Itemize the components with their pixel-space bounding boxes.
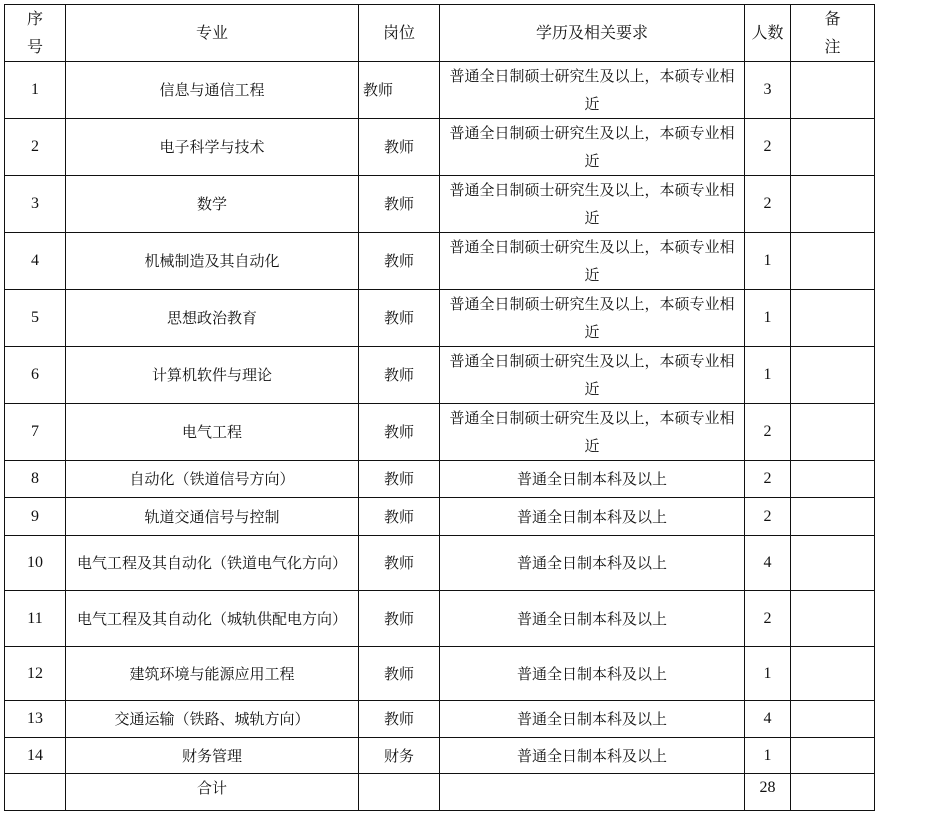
recruitment-table bbox=[4, 4, 875, 811]
row-no: 11 bbox=[5, 591, 66, 647]
row-post: 教师 bbox=[359, 701, 440, 738]
row-requirements: 普通全日制本科及以上 bbox=[440, 591, 745, 647]
table-row bbox=[5, 119, 875, 176]
row-major: 电气工程 bbox=[66, 404, 359, 461]
table-row bbox=[5, 591, 875, 647]
header-no: 序号 bbox=[5, 5, 66, 62]
header-row bbox=[5, 5, 875, 62]
row-requirements: 普通全日制本科及以上 bbox=[440, 647, 745, 701]
row-major: 轨道交通信号与控制 bbox=[66, 498, 359, 536]
row-note bbox=[791, 536, 875, 591]
row-no: 6 bbox=[5, 347, 66, 404]
row-count: 4 bbox=[745, 701, 791, 738]
row-requirements: 普通全日制硕士研究生及以上，本硕专业相近 bbox=[440, 119, 745, 176]
row-note bbox=[791, 290, 875, 347]
row-no: 5 bbox=[5, 290, 66, 347]
row-no: 10 bbox=[5, 536, 66, 591]
table-row bbox=[5, 498, 875, 536]
row-post: 教师 bbox=[359, 290, 440, 347]
row-major: 计算机软件与理论 bbox=[66, 347, 359, 404]
table-row bbox=[5, 290, 875, 347]
row-post: 教师 bbox=[359, 233, 440, 290]
row-no: 13 bbox=[5, 701, 66, 738]
table-row bbox=[5, 233, 875, 290]
row-post: 教师 bbox=[359, 119, 440, 176]
row-note bbox=[791, 738, 875, 774]
row-no: 9 bbox=[5, 498, 66, 536]
row-major: 信息与通信工程 bbox=[66, 62, 359, 119]
row-note bbox=[791, 498, 875, 536]
row-note bbox=[791, 176, 875, 233]
row-no: 2 bbox=[5, 119, 66, 176]
table-row bbox=[5, 536, 875, 591]
row-count: 2 bbox=[745, 498, 791, 536]
total-note bbox=[791, 774, 875, 811]
row-no: 8 bbox=[5, 461, 66, 498]
table-row bbox=[5, 347, 875, 404]
table-row bbox=[5, 404, 875, 461]
row-requirements: 普通全日制本科及以上 bbox=[440, 701, 745, 738]
row-major: 电气工程及其自动化（城轨供配电方向） bbox=[66, 591, 359, 647]
row-note bbox=[791, 591, 875, 647]
row-note bbox=[791, 461, 875, 498]
row-note bbox=[791, 347, 875, 404]
row-post: 教师 bbox=[359, 536, 440, 591]
row-requirements: 普通全日制本科及以上 bbox=[440, 498, 745, 536]
row-major: 自动化（铁道信号方向） bbox=[66, 461, 359, 498]
row-major: 电气工程及其自动化（铁道电气化方向） bbox=[66, 536, 359, 591]
row-count: 3 bbox=[745, 62, 791, 119]
row-count: 2 bbox=[745, 404, 791, 461]
row-note bbox=[791, 404, 875, 461]
row-major: 思想政治教育 bbox=[66, 290, 359, 347]
row-requirements: 普通全日制硕士研究生及以上，本硕专业相近 bbox=[440, 290, 745, 347]
total-post bbox=[359, 774, 440, 811]
row-post: 教师 bbox=[359, 591, 440, 647]
total-count: 28 bbox=[745, 774, 791, 811]
row-note bbox=[791, 62, 875, 119]
row-post: 教师 bbox=[359, 498, 440, 536]
row-post: 教师 bbox=[359, 404, 440, 461]
row-count: 1 bbox=[745, 290, 791, 347]
row-post: 教师 bbox=[359, 62, 440, 119]
row-major: 交通运输（铁路、城轨方向） bbox=[66, 701, 359, 738]
header-note: 备注 bbox=[791, 5, 875, 62]
header-count: 人数 bbox=[745, 5, 791, 62]
row-count: 2 bbox=[745, 119, 791, 176]
row-requirements: 普通全日制硕士研究生及以上，本硕专业相近 bbox=[440, 176, 745, 233]
row-count: 2 bbox=[745, 461, 791, 498]
row-requirements: 普通全日制本科及以上 bbox=[440, 536, 745, 591]
total-no bbox=[5, 774, 66, 811]
header-post: 岗位 bbox=[359, 5, 440, 62]
row-no: 4 bbox=[5, 233, 66, 290]
row-major: 电子科学与技术 bbox=[66, 119, 359, 176]
row-requirements: 普通全日制本科及以上 bbox=[440, 461, 745, 498]
row-major: 数学 bbox=[66, 176, 359, 233]
table-row bbox=[5, 647, 875, 701]
row-major: 机械制造及其自动化 bbox=[66, 233, 359, 290]
row-no: 14 bbox=[5, 738, 66, 774]
row-count: 1 bbox=[745, 738, 791, 774]
row-note bbox=[791, 233, 875, 290]
table-row bbox=[5, 701, 875, 738]
row-post: 教师 bbox=[359, 176, 440, 233]
total-label: 合计 bbox=[66, 774, 359, 811]
row-requirements: 普通全日制硕士研究生及以上，本硕专业相近 bbox=[440, 404, 745, 461]
row-requirements: 普通全日制本科及以上 bbox=[440, 738, 745, 774]
header-major: 专业 bbox=[66, 5, 359, 62]
total-req bbox=[440, 774, 745, 811]
row-post: 教师 bbox=[359, 647, 440, 701]
row-count: 4 bbox=[745, 536, 791, 591]
row-major: 财务管理 bbox=[66, 738, 359, 774]
row-no: 3 bbox=[5, 176, 66, 233]
row-count: 1 bbox=[745, 233, 791, 290]
row-count: 1 bbox=[745, 347, 791, 404]
row-no: 12 bbox=[5, 647, 66, 701]
table-row bbox=[5, 738, 875, 774]
row-requirements: 普通全日制硕士研究生及以上，本硕专业相近 bbox=[440, 62, 745, 119]
header-requirements: 学历及相关要求 bbox=[440, 5, 745, 62]
row-count: 2 bbox=[745, 591, 791, 647]
table-row bbox=[5, 461, 875, 498]
row-major: 建筑环境与能源应用工程 bbox=[66, 647, 359, 701]
total-row bbox=[5, 774, 875, 811]
row-no: 1 bbox=[5, 62, 66, 119]
row-requirements: 普通全日制硕士研究生及以上，本硕专业相近 bbox=[440, 233, 745, 290]
row-count: 2 bbox=[745, 176, 791, 233]
table-row bbox=[5, 62, 875, 119]
row-note bbox=[791, 647, 875, 701]
row-note bbox=[791, 119, 875, 176]
table-row bbox=[5, 176, 875, 233]
row-post: 财务 bbox=[359, 738, 440, 774]
row-no: 7 bbox=[5, 404, 66, 461]
row-post: 教师 bbox=[359, 347, 440, 404]
row-post: 教师 bbox=[359, 461, 440, 498]
row-count: 1 bbox=[745, 647, 791, 701]
row-requirements: 普通全日制硕士研究生及以上，本硕专业相近 bbox=[440, 347, 745, 404]
row-note bbox=[791, 701, 875, 738]
